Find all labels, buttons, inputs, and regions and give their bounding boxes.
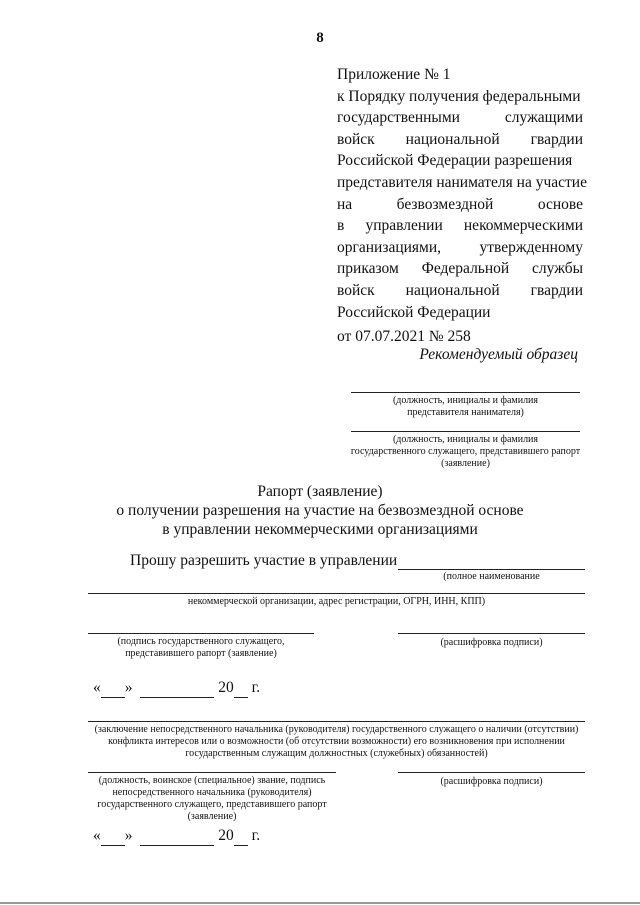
appendix-line: представителя нанимателя на участие bbox=[337, 173, 587, 191]
employee-field-line[interactable] bbox=[351, 431, 580, 432]
org-name-field-line[interactable] bbox=[398, 569, 585, 570]
org-name-hint: (полное наименование bbox=[443, 571, 540, 582]
appendix-block bbox=[337, 64, 587, 348]
org-details-field-line[interactable] bbox=[88, 593, 585, 594]
employee-signature-line[interactable] bbox=[88, 633, 314, 634]
hint-line: (заявление) bbox=[187, 811, 237, 822]
employee-signature-hint bbox=[88, 636, 314, 660]
page-edge bbox=[0, 902, 640, 904]
date-month-field[interactable] bbox=[140, 679, 214, 698]
title-line: Рапорт (заявление) bbox=[257, 483, 383, 500]
hint-line: (заключение непосредственного начальника (руководителя) государственного служащего о наличии (отсутствии) bbox=[94, 724, 579, 735]
hint-line: (заявление) bbox=[441, 458, 490, 469]
date-year-field[interactable] bbox=[234, 827, 248, 846]
recommended-sample-label: Рекомендуемый образец bbox=[419, 346, 578, 363]
title-line: о получении разрешения на участие на безвозмездной основе bbox=[116, 502, 524, 519]
employee-signature-decode-hint: (расшифровка подписи) bbox=[440, 637, 543, 648]
appendix-line: организациями, утвержденному bbox=[337, 238, 583, 256]
date-year-prefix: 20 bbox=[218, 679, 234, 696]
chief-signature-hint bbox=[84, 775, 340, 823]
org-details-hint: некоммерческой организации, адрес регистрации, ОГРН, ИНН, КПП) bbox=[187, 596, 486, 607]
hint-line: (должность, инициалы и фамилия bbox=[392, 395, 539, 406]
appendix-order: от 07.07.2021 № 258 bbox=[337, 328, 471, 346]
appendix-line: государственными служащими bbox=[337, 109, 583, 127]
date-year-field[interactable] bbox=[234, 679, 248, 698]
hint-line: конфликта интересов или о возможности (об отсутствии возможности) его возникновения при исполнении bbox=[108, 736, 565, 747]
date-field bbox=[93, 827, 260, 846]
hint-line: государственного служащего, представившего рапорт bbox=[97, 799, 327, 810]
appendix-line: войск национальной гвардии bbox=[337, 130, 583, 148]
chief-signature-line[interactable] bbox=[88, 772, 336, 773]
date-quote-close: » bbox=[124, 827, 133, 844]
appendix-line: приказом Федеральной службы bbox=[337, 260, 583, 278]
request-text: Прошу разрешить участие в управлении bbox=[130, 552, 398, 569]
appendix-line: в управлении некоммерческими bbox=[337, 217, 583, 235]
hint-line: (должность, воинское (специальное) звание, подпись bbox=[98, 775, 326, 786]
date-day-field[interactable] bbox=[101, 679, 125, 698]
employee-field-hint bbox=[343, 434, 588, 470]
hint-line: непосредственного начальника (руководителя) bbox=[112, 787, 312, 798]
appendix-line: Российской Федерации bbox=[337, 303, 491, 321]
representative-field-hint bbox=[351, 395, 580, 419]
appendix-line: Приложение № 1 bbox=[337, 66, 451, 83]
date-day-field[interactable] bbox=[101, 827, 125, 846]
document-title bbox=[0, 482, 640, 539]
date-suffix: г. bbox=[251, 827, 261, 844]
hint-line: (подпись государственного служащего, bbox=[117, 636, 285, 647]
employee-signature-decode-line[interactable] bbox=[398, 633, 585, 634]
date-field bbox=[93, 679, 260, 698]
hint-line: представителя нанимателя) bbox=[407, 407, 524, 418]
hint-line: государственным служащим должностных (служебных) обязанностей) bbox=[185, 748, 488, 759]
representative-field-line[interactable] bbox=[351, 392, 580, 393]
appendix-line: к Порядку получения федеральными bbox=[337, 87, 581, 105]
date-quote-open: « bbox=[93, 679, 101, 696]
appendix-line: войск национальной гвардии bbox=[337, 281, 583, 299]
appendix-line: на безвозмездной основе bbox=[337, 195, 583, 213]
appendix-line: Российской Федерации разрешения bbox=[337, 152, 573, 170]
date-quote-open: « bbox=[93, 827, 101, 844]
hint-line: (должность, инициалы и фамилия bbox=[392, 434, 539, 445]
hint-line: государственного служащего, представившего рапорт bbox=[350, 446, 581, 457]
date-quote-close: » bbox=[124, 679, 133, 696]
title-line: в управлении некоммерческими организациями bbox=[162, 521, 478, 538]
chief-signature-decode-hint: (расшифровка подписи) bbox=[440, 776, 543, 787]
chief-signature-decode-line[interactable] bbox=[398, 772, 585, 773]
page-number: 8 bbox=[316, 30, 324, 46]
date-suffix: г. bbox=[251, 679, 261, 696]
date-month-field[interactable] bbox=[140, 827, 214, 846]
date-year-prefix: 20 bbox=[218, 827, 234, 844]
conclusion-hint bbox=[80, 724, 593, 760]
hint-line: представившего рапорт (заявление) bbox=[125, 648, 277, 659]
conclusion-field-line[interactable] bbox=[88, 721, 585, 722]
